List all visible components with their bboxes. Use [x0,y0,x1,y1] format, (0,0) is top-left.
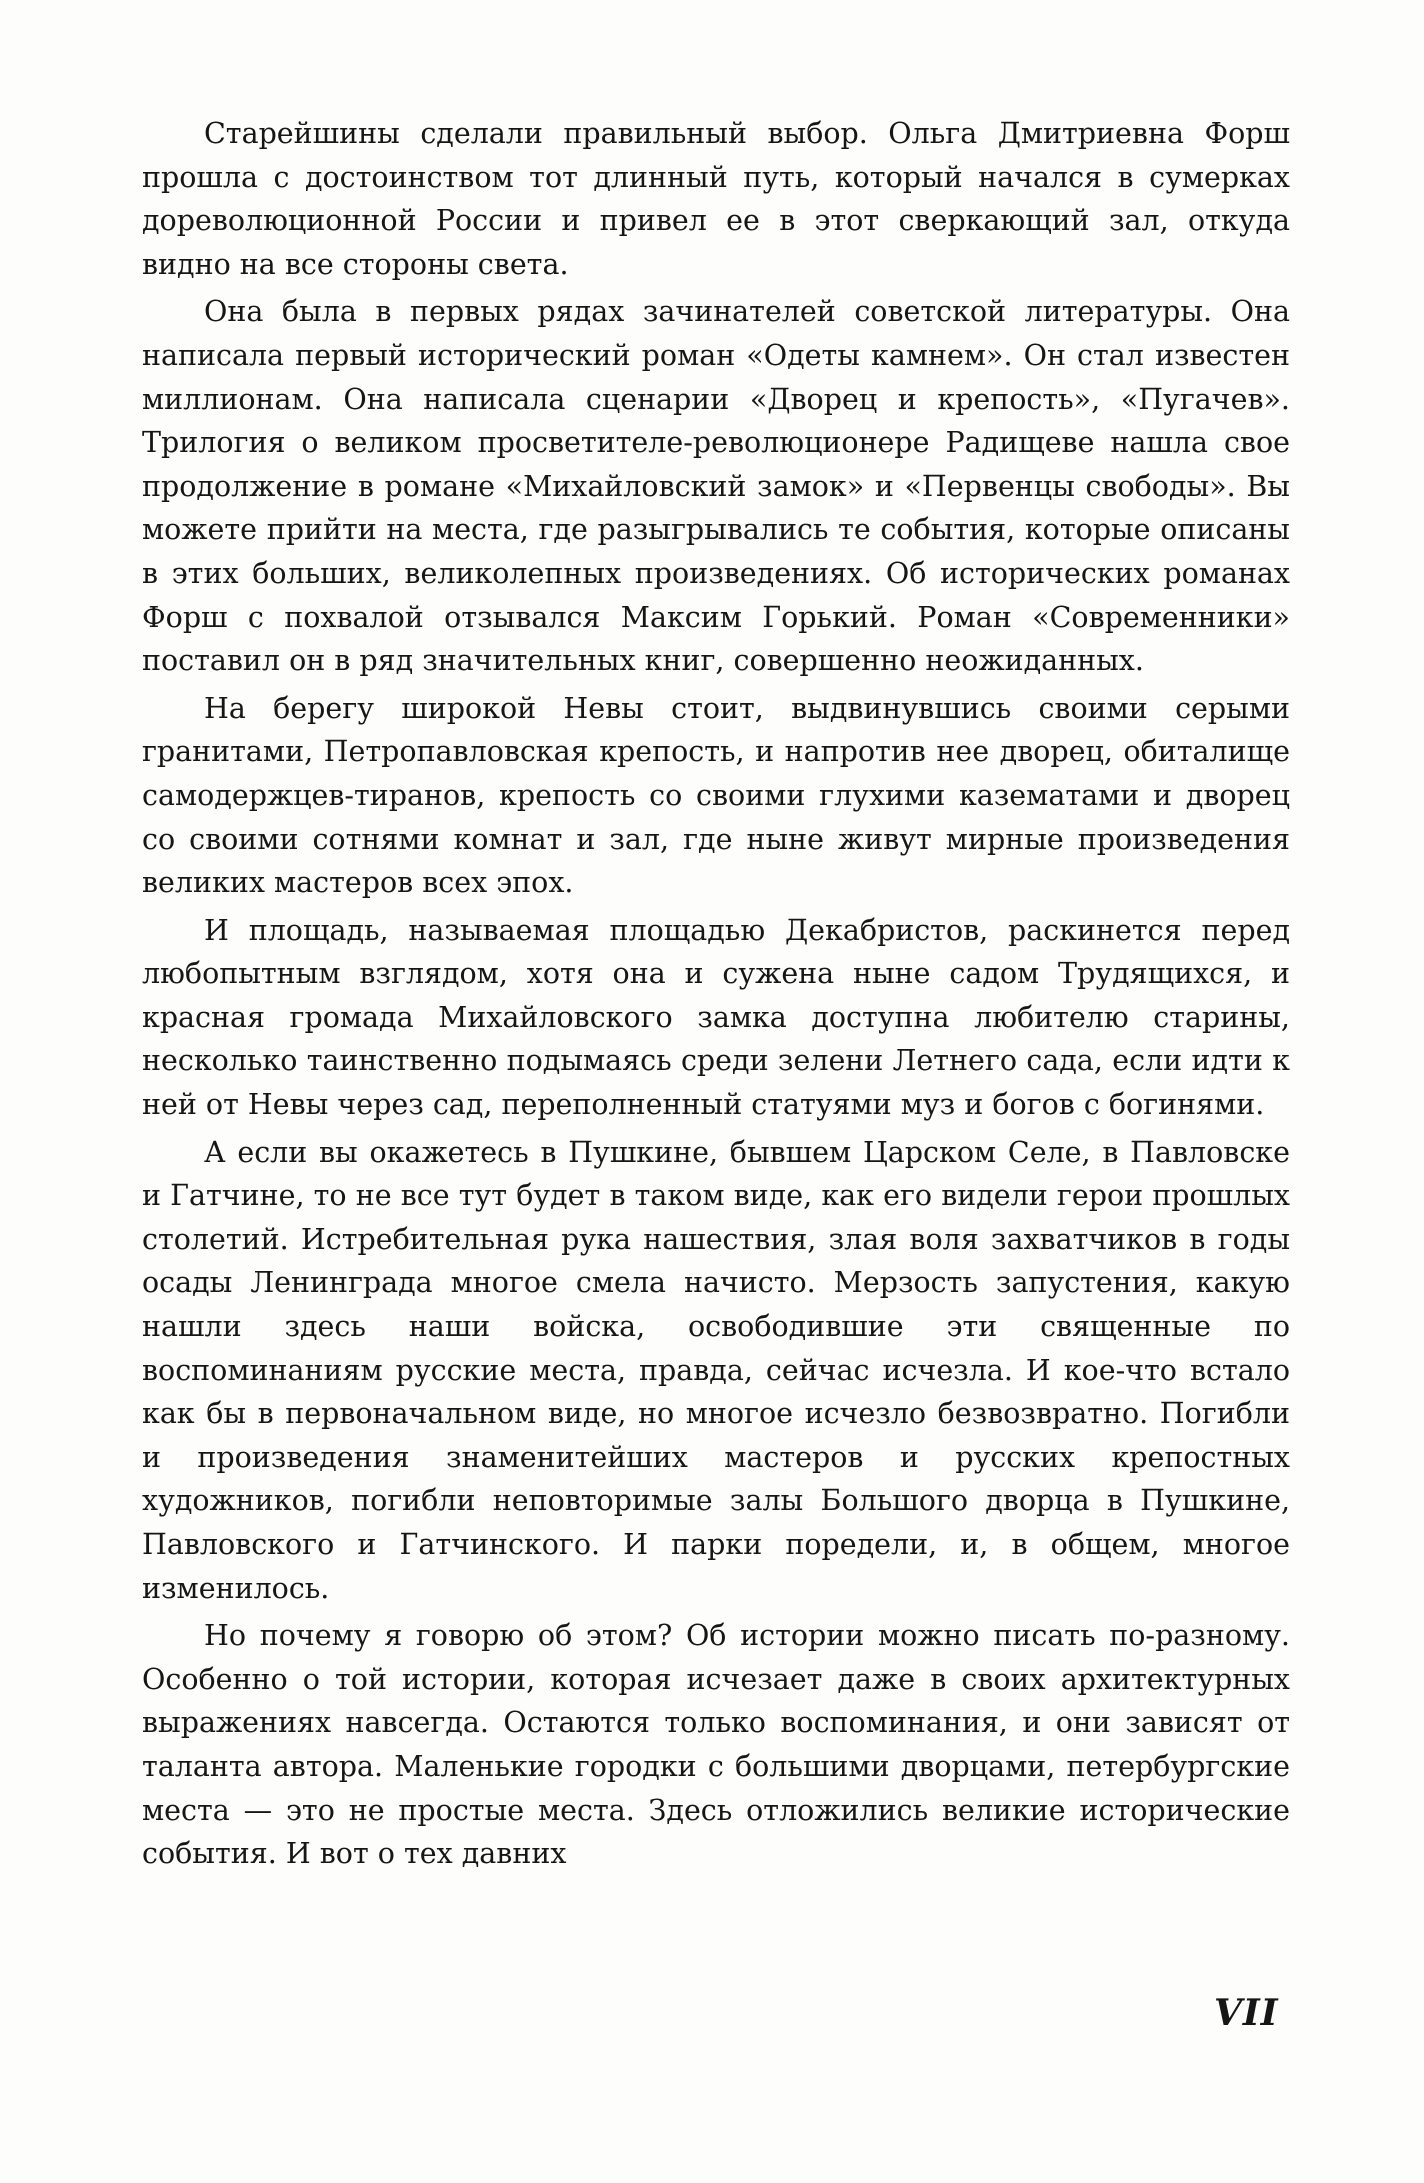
paragraph-3: На берегу широкой Невы стоит, выдвинувшись своими серыми гранитами, Петропавловская крепость, и напротив нее дворец, обиталище самодержцев-тиранов, крепость со своими глухими казематами и дворец со своими сотнями комнат и зал, где ныне живут мирные произведения великих мастеров всех эпох. [142,691,1290,900]
page-number: VII [1214,1992,1279,2034]
body-text [142,112,1290,1880]
paragraph-4: И площадь, называемая площадью Декабристов, раскинется перед любопытным взглядом, хотя она и сужена ныне садом Трудящихся, и красная громада Михайловского замка доступна любителю старины, несколько таинственно подымаясь среди зелени Летнего сада, если идти к ней от Невы через сад, переполненный статуями муз и богов с богинями. [142,913,1290,1122]
paragraph-1: Старейшины сделали правильный выбор. Ольга Дмитриевна Форш прошла с достоинством тот длинный путь, который начался в сумерках дореволюционной России и привел ее в этот сверкающий зал, откуда видно на все стороны света. [142,117,1290,281]
paragraph-2: Она была в первых рядах зачинателей советской литературы. Она написала первый исторический роман «Одеты камнем». Он стал известен миллионам. Она написала сценарии «Дворец и крепость», «Пугачев». Трилогия о великом просветителе-революционере Радищеве нашла свое продолжение в романе «Михайловский замок» и «Первенцы свободы». Вы можете прийти на места, где разыгрывались те события, которые описаны в этих больших, великолепных произведениях. Об исторических романах Форш с похвалой отзывался Максим Горький. Роман «Современники» поставил он в ряд значительных книг, совершенно неожиданных. [142,295,1290,678]
paragraph-6: Но почему я говорю об этом? Об истории можно писать по-разному. Особенно о той истории, которая исчезает даже в своих архитектурных выражениях навсегда. Остаются только воспоминания, и они зависят от таланта автора. Маленькие городки с большими дворцами, петербургские места — это не простые места. Здесь отложились великие исторические события. И вот о тех давних [142,1619,1290,1871]
paragraph-5: А если вы окажетесь в Пушкине, бывшем Царском Селе, в Павловске и Гатчине, то не все тут будет в таком виде, как его видели герои прошлых столетий. Истребительная рука нашествия, злая воля захватчиков в годы осады Ленинграда многое смела начисто. Мерзость запустения, какую нашли здесь наши войска, освободившие эти священные по воспоминаниям русские места, правда, сейчас исчезла. И кое-что встало как бы в первоначальном виде, но многое исчезло безвозвратно. Погибли и произведения знаменитейших мастеров и русских крепостных художников, погибли неповторимые залы Большого дворца в Пушкине, Павловского и Гатчинского. И парки поредели, и, в общем, многое изменилось. [142,1135,1290,1605]
